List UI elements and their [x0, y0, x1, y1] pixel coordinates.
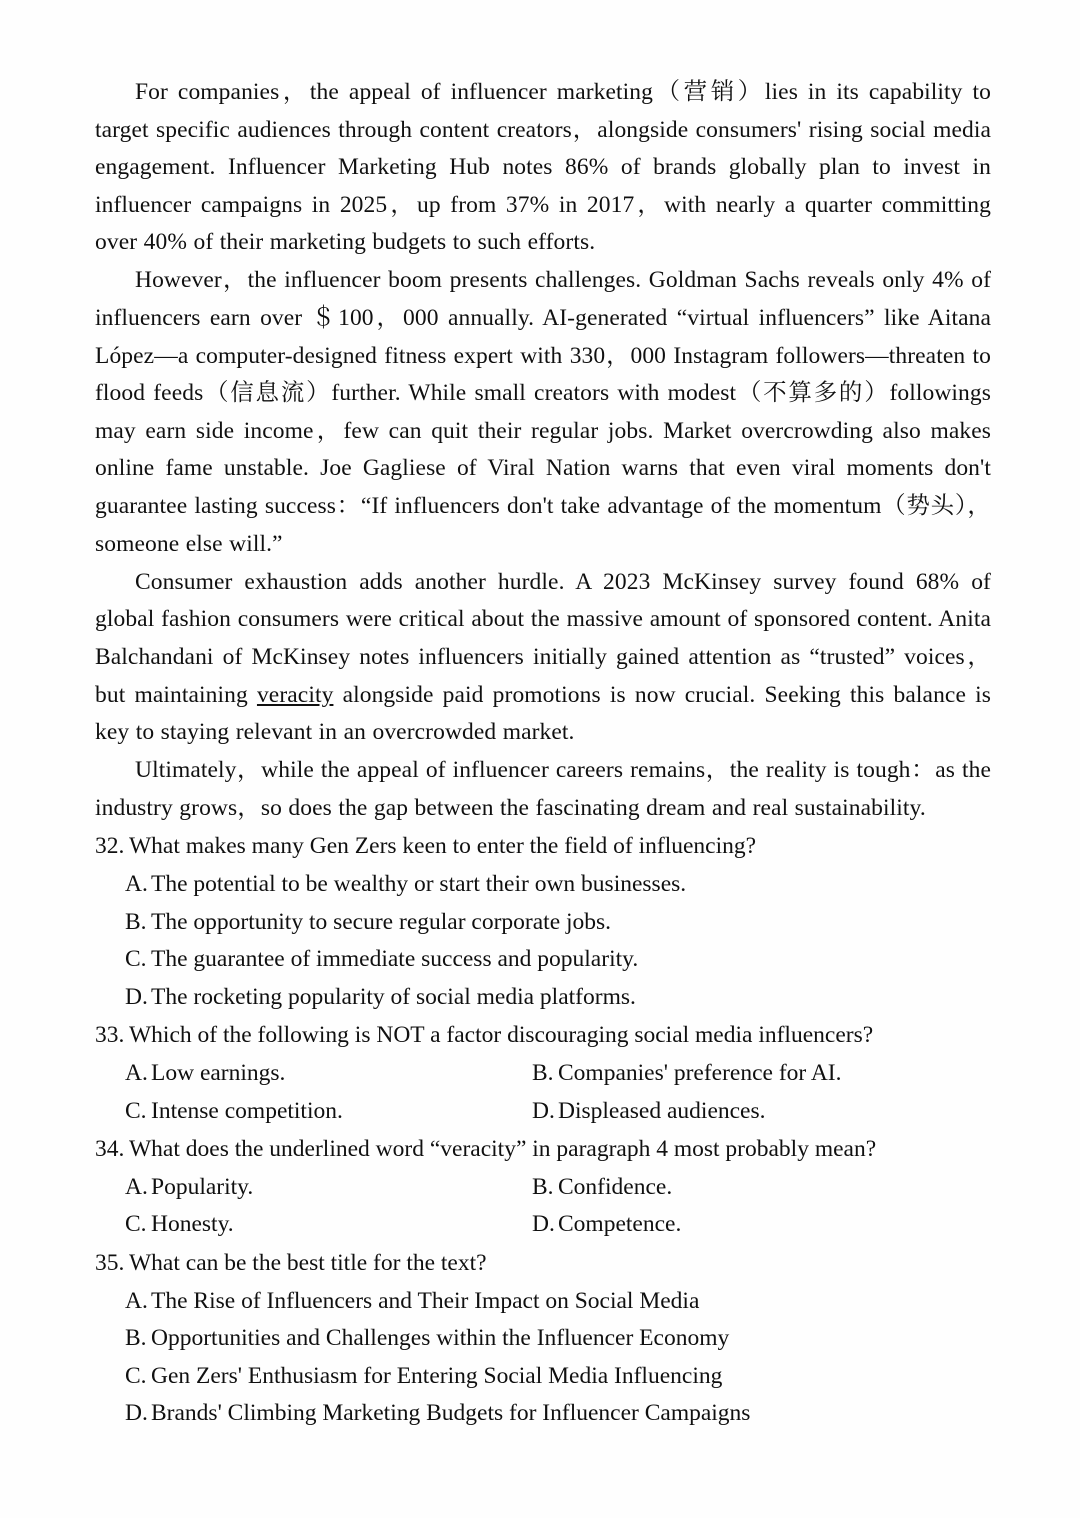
option-text: The guarantee of immediate success and popularity.: [151, 946, 639, 973]
option-letter: D.: [125, 983, 148, 1010]
question-option[interactable]: [95, 904, 991, 942]
question-option[interactable]: [95, 1395, 991, 1433]
question-block: [95, 1245, 991, 1433]
question-block: [95, 828, 991, 1016]
option-text: Companies' preference for AI.: [558, 1059, 842, 1086]
question-option[interactable]: [95, 1283, 991, 1321]
option-letter: C.: [125, 1211, 147, 1238]
option-text: Displeased audiences.: [558, 1097, 766, 1124]
option-letter: B.: [532, 1059, 554, 1086]
option-letter: A.: [125, 1173, 148, 1200]
option-text: Low earnings.: [151, 1059, 286, 1086]
question-stem: [95, 1017, 991, 1055]
passage-paragraph-3-part-b: alongside paid promotions is now crucial. Seeking this balance is key to staying relevant in an overcrowded market.: [95, 681, 991, 746]
passage-paragraph-3-part-a: Consumer exhaustion adds another hurdle. A 2023 McKinsey survey found 68% of global fashion consumers were critical about the massive amount of sponsored content. Anita Balchandani of McKinsey notes influencers initially gained attention as “trusted” voices，but maintaining: [95, 568, 991, 708]
option-letter: D.: [532, 1097, 555, 1124]
question-option[interactable]: [95, 1320, 991, 1358]
question-option[interactable]: [95, 1093, 532, 1131]
option-letter: D.: [125, 1400, 148, 1427]
question-stem: [95, 1245, 991, 1283]
passage-paragraph-3: [95, 564, 991, 752]
options-two-column: [95, 1055, 991, 1130]
option-letter: B.: [532, 1173, 554, 1200]
option-letter: C.: [125, 1362, 147, 1389]
question-stem-text: What can be the best title for the text?: [129, 1249, 487, 1276]
options-row: [95, 1169, 991, 1207]
options-stacked: [95, 866, 991, 1016]
page-content: [95, 74, 991, 1433]
option-text: Opportunities and Challenges within the Influencer Economy: [151, 1325, 730, 1352]
option-text: The potential to be wealthy or start their own businesses.: [151, 870, 687, 897]
question-block: [95, 1017, 991, 1130]
question-stem: [95, 1131, 991, 1169]
question-stem-text: What does the underlined word “veracity” in paragraph 4 most probably mean?: [129, 1136, 877, 1163]
option-letter: C.: [125, 1097, 147, 1124]
question-option[interactable]: [532, 1206, 952, 1244]
option-text: Confidence.: [558, 1173, 673, 1200]
question-number: 35.: [95, 1249, 125, 1276]
option-text: Brands' Climbing Marketing Budgets for Influencer Campaigns: [151, 1400, 751, 1427]
passage-paragraph-1: For companies，the appeal of influencer marketing（营销）lies in its capability to target specific audiences through content creators，alongside consumers' rising social media engagement. Influencer Marketing Hub notes 86% of brands globally plan to invest in influencer campaigns in 2025，up from 37% in 2017，with nearly a quarter committing over 40% of their marketing budgets to such efforts.: [95, 79, 991, 256]
option-text: Honesty.: [151, 1211, 234, 1238]
question-option[interactable]: [95, 1206, 532, 1244]
option-letter: A.: [125, 1287, 148, 1314]
question-option[interactable]: [95, 1169, 532, 1207]
question-number: 33.: [95, 1022, 125, 1049]
question-option[interactable]: [532, 1169, 952, 1207]
question-option[interactable]: [95, 1358, 991, 1396]
question-number: 32.: [95, 833, 125, 860]
underlined-word-veracity: veracity: [256, 681, 334, 708]
option-letter: D.: [532, 1211, 555, 1238]
option-text: The Rise of Influencers and Their Impact on Social Media: [151, 1287, 700, 1314]
question-option[interactable]: [95, 941, 991, 979]
option-letter: A.: [125, 1059, 148, 1086]
option-text: Intense competition.: [151, 1097, 343, 1124]
question-option[interactable]: [95, 979, 991, 1017]
question-stem-text: What makes many Gen Zers keen to enter the field of influencing?: [129, 833, 757, 860]
question-stem: [95, 828, 991, 866]
option-letter: A.: [125, 870, 148, 897]
option-text: The opportunity to secure regular corporate jobs.: [151, 908, 612, 935]
question-block: [95, 1131, 991, 1244]
options-stacked: [95, 1283, 991, 1433]
option-letter: B.: [125, 1325, 147, 1352]
option-text: Popularity.: [151, 1173, 254, 1200]
options-two-column: [95, 1169, 991, 1244]
option-text: The rocketing popularity of social media platforms.: [151, 983, 636, 1010]
option-letter: B.: [125, 908, 147, 935]
passage-paragraph-4: Ultimately，while the appeal of influencer careers remains，the reality is tough：as the industry grows，so does the gap between the fascinating dream and real sustainability.: [95, 757, 991, 821]
options-row: [95, 1093, 991, 1131]
question-stem-text: Which of the following is NOT a factor discouraging social media influencers?: [129, 1022, 874, 1049]
option-text: Gen Zers' Enthusiasm for Entering Social Media Influencing: [151, 1362, 723, 1389]
questions-list: [95, 828, 991, 1433]
option-letter: C.: [125, 946, 147, 973]
passage-paragraph-2-part-a: However，the influencer boom presents challenges. Goldman Sachs reveals only 4% of influencers earn over ＄100，000 annually. AI-generated “virtual influencers” like Aitana López—a computer-designed fitness expert with 330，000 Instagram followers—threaten to flood feeds（信息流）further. While small creators with modest（不算多的）followings may earn side income，few can quit their regular jobs. Market overcrowding also makes online fame unstable. Joe Gagliese of Viral Nation warns that even viral moments don't guarantee lasting success：“If influencers don't take advantage of the momentum（势头），someone else will.”: [95, 267, 991, 557]
question-option[interactable]: [95, 1055, 532, 1093]
option-text: Competence.: [558, 1211, 682, 1238]
question-option[interactable]: [532, 1055, 952, 1093]
question-option[interactable]: [532, 1093, 952, 1131]
options-row: [95, 1206, 991, 1244]
options-row: [95, 1055, 991, 1093]
passage-paragraph-2: [95, 262, 991, 563]
question-option[interactable]: [95, 866, 991, 904]
question-number: 34.: [95, 1136, 125, 1163]
